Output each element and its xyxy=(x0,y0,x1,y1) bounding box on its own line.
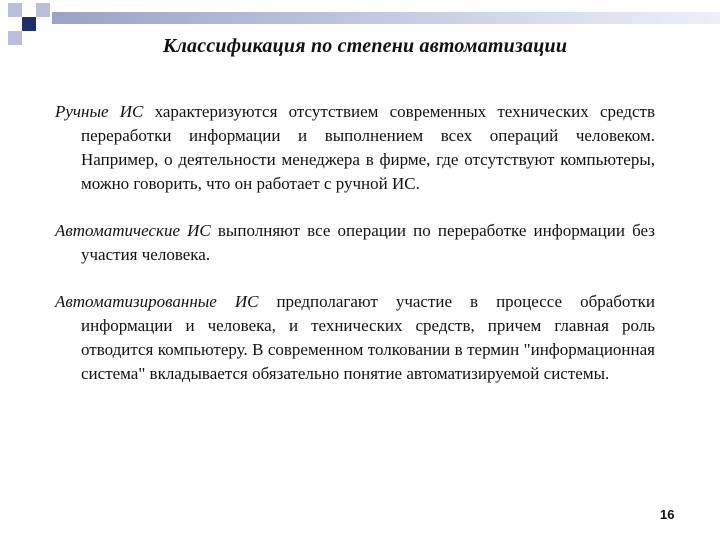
slide-title: Классификация по степени автоматизации xyxy=(162,35,568,57)
page-number: 16 xyxy=(660,507,675,522)
paragraph-automated-text: предполагают участие в процессе обработки информации и человека, и технических средств, причем главная роль отводится компьютеру. В современном толковании в термин "информационная система" вкладывается обязательно понятие автоматизируемой системы. xyxy=(81,292,655,383)
slide-body xyxy=(55,100,655,409)
paragraph-automatic-text: выполняют все операции по переработке информации без участия человека. xyxy=(81,221,656,264)
paragraph-manual xyxy=(55,100,655,196)
paragraph-automated xyxy=(55,290,655,386)
paragraph-automatic xyxy=(55,219,655,267)
term-manual: Ручные ИС xyxy=(55,102,144,121)
term-automated: Автоматизированные ИС xyxy=(55,292,259,311)
term-automatic: Автоматические ИС xyxy=(55,221,211,240)
paragraph-manual-text: характеризуются отсутствием современных технических средств переработки информации и выполнением всех операций человеком. Например, о деятельности менеджера в фирме, где отсутствуют компьютеры, можно говорить, что он работает с ручной ИС. xyxy=(81,102,655,193)
